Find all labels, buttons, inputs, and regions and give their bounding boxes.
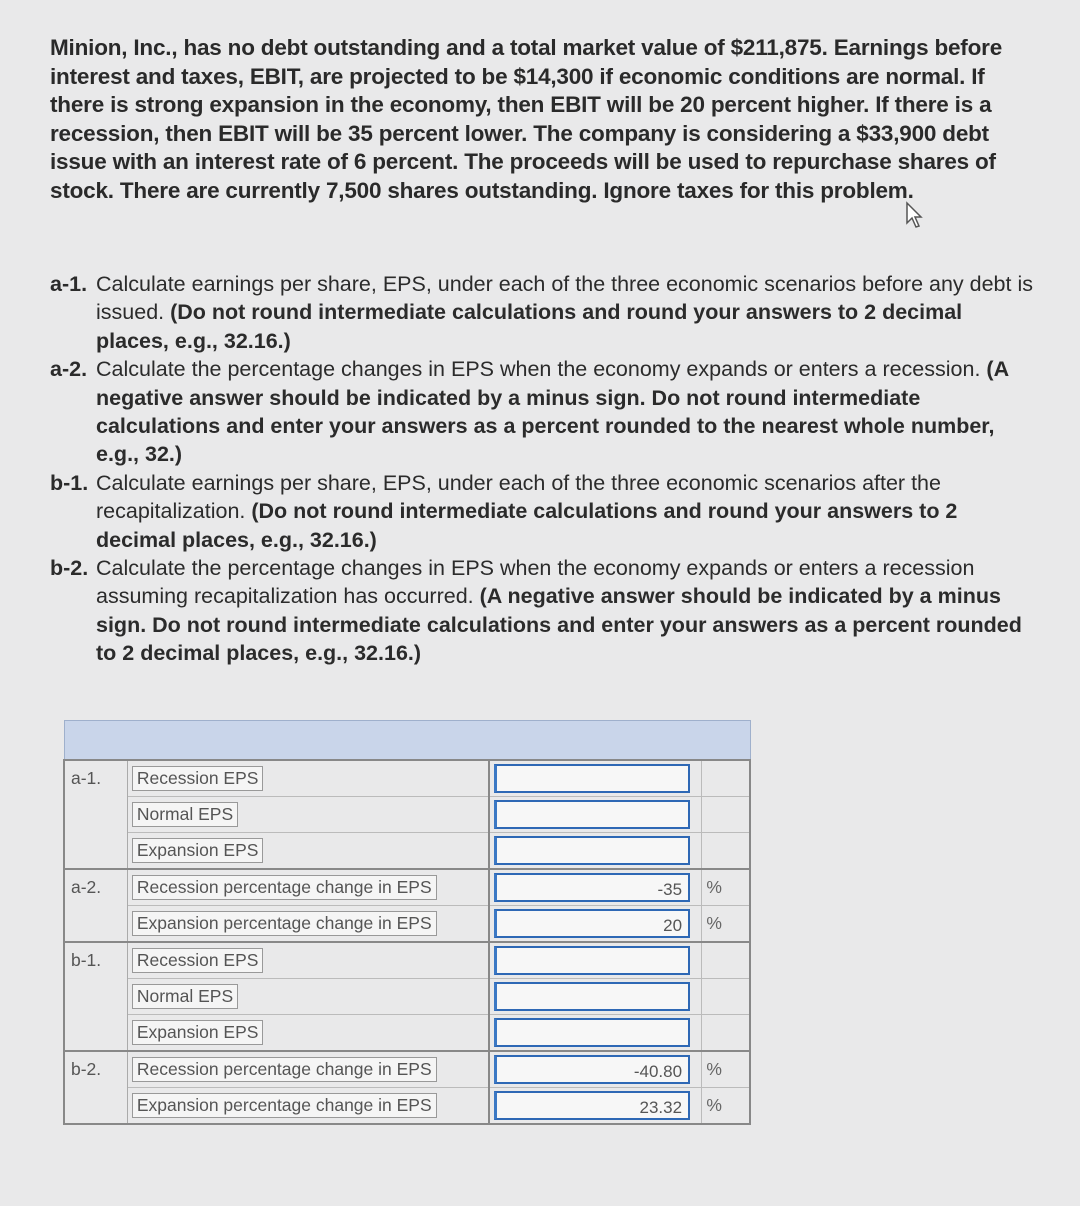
table-row: [64, 869, 750, 906]
part-text: Calculate earnings per share, EPS, under each of the three economic scenarios before any debt is issued.: [96, 272, 1033, 325]
row-label: Recession percentage change in EPS: [132, 1057, 437, 1082]
row-id: b-1.: [64, 942, 127, 979]
row-unit: [702, 797, 750, 833]
table-row: [64, 979, 750, 1015]
mouse-cursor-icon: [905, 201, 923, 229]
table-row: [64, 942, 750, 979]
row-unit: [702, 833, 750, 870]
table-row: [64, 760, 750, 797]
answer-input[interactable]: -35: [494, 873, 690, 902]
part-text: Calculate earnings per share, EPS, under each of the three economic scenarios after the recapitalization.: [96, 470, 941, 524]
part-b1: [50, 469, 1040, 554]
answer-input[interactable]: [494, 982, 690, 1011]
answer-input[interactable]: [494, 764, 690, 793]
answer-input[interactable]: 20: [494, 909, 690, 938]
part-id: a-1.: [50, 272, 88, 296]
row-label: Expansion percentage change in EPS: [132, 911, 437, 936]
row-id: [64, 833, 127, 870]
row-label: Expansion EPS: [132, 1020, 264, 1045]
question-parts: [50, 270, 1040, 668]
part-a1: [50, 270, 1040, 355]
table-row: [64, 1015, 750, 1052]
answer-input[interactable]: [494, 800, 690, 829]
table-row: [64, 1088, 750, 1125]
row-label: Recession EPS: [132, 766, 264, 791]
row-id: [64, 797, 127, 833]
part-id: a-2.: [50, 357, 88, 382]
table-row: [64, 833, 750, 870]
row-unit: %: [702, 1088, 750, 1125]
row-label: Expansion EPS: [132, 838, 264, 863]
row-id: [64, 906, 127, 943]
row-id: b-2.: [64, 1051, 127, 1088]
part-id: b-1.: [50, 470, 89, 495]
answer-input[interactable]: [494, 946, 690, 975]
answer-input[interactable]: -40.80: [494, 1055, 690, 1084]
answer-input[interactable]: [494, 836, 690, 865]
table-row: [64, 906, 750, 943]
part-note: (A negative answer should be indicated by a minus sign. Do not round intermediate calculations and enter your answers as a percent rounded to the nearest whole number, e.g., 32.): [96, 357, 1009, 467]
row-id: [64, 1088, 127, 1125]
row-label: Recession percentage change in EPS: [132, 875, 437, 900]
answer-table: [63, 720, 751, 1125]
problem-statement: Minion, Inc., has no debt outstanding and a total market value of $211,875. Earnings before interest and taxes, EBIT, are projected to be $14,300 if economic conditions are normal. If there is strong expansion in the economy, then EBIT will be 20 percent higher. If there is a recession, then EBIT will be 35 percent lower. The company is considering a $33,900 debt issue with an interest rate of 6 percent. The proceeds will be used to repurchase shares of stock. There are currently 7,500 shares outstanding. Ignore taxes for this problem.: [50, 35, 1003, 203]
row-unit: %: [702, 1051, 750, 1088]
table-row: [64, 1051, 750, 1088]
row-unit: %: [702, 869, 750, 906]
part-text: Calculate the percentage changes in EPS when the economy expands or enters a recession assuming recapitalization has occurred.: [96, 556, 975, 609]
row-label: Normal EPS: [132, 984, 238, 1009]
part-note: (Do not round intermediate calculations and round your answers to 2 decimal places, e.g., 32.16.): [96, 499, 958, 552]
table-row: [64, 797, 750, 833]
row-label: Normal EPS: [132, 802, 238, 827]
part-b2: [50, 554, 1040, 668]
part-text: Calculate the percentage changes in EPS when the economy expands or enters a recession.: [96, 357, 981, 382]
row-label: Recession EPS: [132, 948, 264, 973]
answer-input[interactable]: 23.32: [494, 1091, 690, 1120]
row-unit: [702, 942, 750, 979]
part-a2: [50, 355, 1040, 469]
part-note: (A negative answer should be indicated by a minus sign. Do not round intermediate calculations and enter your answers as a percent rounded to 2 decimal places, e.g., 32.16.): [96, 584, 1022, 666]
row-unit: [702, 1015, 750, 1052]
part-id: b-2.: [50, 556, 89, 581]
row-id: [64, 979, 127, 1015]
part-note: (Do not round intermediate calculations and round your answers to 2 decimal places, e.g., 32.16.): [96, 300, 963, 353]
answer-input[interactable]: [494, 1018, 690, 1047]
row-unit: [702, 760, 750, 797]
row-unit: [702, 979, 750, 1015]
row-id: [64, 1015, 127, 1052]
row-id: a-2.: [64, 869, 127, 906]
row-id: a-1.: [64, 760, 127, 797]
row-label: Expansion percentage change in EPS: [132, 1093, 437, 1118]
table-header: [64, 721, 750, 761]
row-unit: %: [702, 906, 750, 943]
